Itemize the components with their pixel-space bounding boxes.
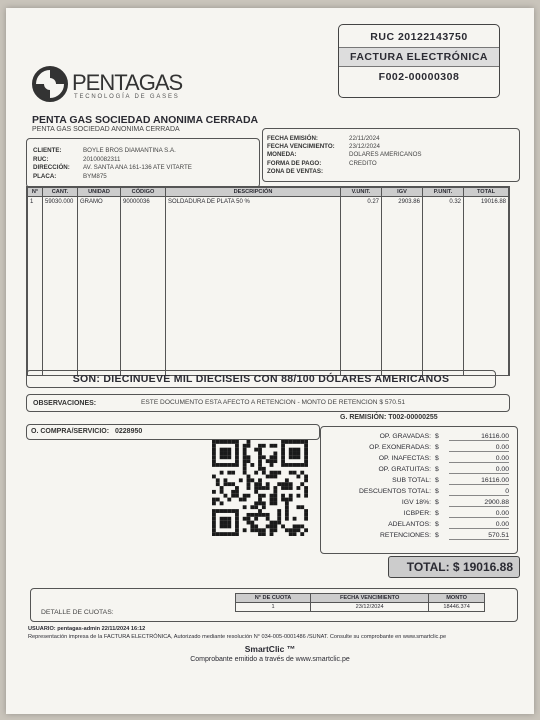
- ruc-number: RUC 20122143750: [370, 31, 468, 43]
- cell-description: SOLDADURA DE PLATA 50 %: [166, 197, 341, 208]
- amount-in-words: SON: DIECINUEVE MIL DIECISEIS CON 88/100 DÓLARES AMERICANOS: [26, 370, 496, 388]
- purchase-order-value: 0228950: [115, 428, 143, 435]
- items-header-row: [28, 188, 509, 197]
- footer-legal: Representación impresa de la FACTURA ELECTRÓNICA, Autorizado mediante resolución N° 034-005-0001486 /SUNAT. Consulte su comprobante en www.smartclic.pe: [28, 634, 447, 640]
- total-row-retenciones: RETENCIONES: $ 570.51: [380, 531, 509, 539]
- total-row-gratuitas: OP. GRATUITAS: $ 0.00: [378, 465, 509, 473]
- total-row-inafectas: OP. INAFECTAS: $ 0.00: [378, 454, 509, 462]
- total-row-exoneradas: OP. EXONERADAS: $ 0.00: [369, 443, 509, 451]
- col-header-code: CÓDIGO: [121, 188, 166, 197]
- qr-code-icon: [212, 440, 308, 536]
- col-header-unit-price: P.UNIT.: [423, 188, 464, 197]
- installment-col-amount: MONTO: [429, 594, 485, 603]
- installments-table: [235, 593, 485, 612]
- cell-total: 19016.88: [464, 197, 509, 208]
- footer-issued-by: Comprobante emitido a través de www.smartclic.pe: [190, 656, 350, 663]
- items-table: [27, 187, 509, 375]
- doc-type: FACTURA ELECTRÓNICA: [339, 47, 499, 67]
- client-name: BOYLE BROS DIAMANTINA S.A.: [83, 147, 176, 154]
- due-date-label: FECHA VENCIMIENTO:: [267, 143, 335, 151]
- total-row-subtotal: SUB TOTAL: $ 16116.00: [392, 476, 509, 484]
- installment-col-date: FECHA VENCIMIENTO: [311, 594, 429, 603]
- issue-date-label: FECHA EMISIÓN:: [267, 135, 318, 142]
- col-header-qty: CANT.: [43, 188, 78, 197]
- invoice-page: [6, 8, 534, 714]
- installment-col-n: N° DE CUOTA: [236, 594, 311, 603]
- installment-amount: 18446.374: [429, 603, 485, 612]
- table-filler-row: [28, 207, 509, 375]
- guia-label: G. REMISIÓN:: [340, 414, 387, 421]
- purchase-order-label: O. COMPRA/SERVICIO:: [31, 428, 110, 435]
- installment-n: 1: [236, 603, 311, 612]
- client-ruc: 20100082311: [83, 155, 121, 163]
- col-header-unit-value: V.UNIT.: [341, 188, 382, 197]
- grand-total: [388, 556, 520, 578]
- installments-label: DETALLE DE CUOTAS:: [41, 609, 114, 616]
- installment-date: 23/12/2024: [311, 603, 429, 612]
- company-name-small: PENTA GAS SOCIEDAD ANONIMA CERRADA: [32, 126, 180, 133]
- guia-value: T002-00000255: [388, 414, 438, 421]
- installments-header-row: [236, 594, 485, 603]
- observations-label: OBSERVACIONES:: [33, 400, 97, 407]
- client-ruc-label: RUC:: [33, 155, 49, 163]
- total-row-gravadas: OP. GRAVADAS: $ 16116.00: [379, 432, 509, 440]
- col-header-n: N°: [28, 188, 43, 197]
- client-address-label: DIRECCIÓN:: [33, 164, 70, 172]
- col-header-description: DESCRIPCIÓN: [166, 188, 341, 197]
- cell-unit-value: 0.27: [341, 197, 382, 208]
- cell-qty: 59030.000: [43, 197, 78, 208]
- total-row-icbper: ICBPER: $ 0.00: [403, 509, 509, 517]
- due-date: 23/12/2024: [349, 143, 380, 151]
- client-plate: BYM875: [83, 172, 107, 180]
- totals-list: [327, 431, 509, 541]
- logo-wordmark: PENTAGAS: [72, 70, 183, 95]
- client-address: AV. SANTA ANA 161-136 ATE VITARTE: [83, 164, 192, 172]
- total-row-igv: IGV 18%: $ 2900.88: [401, 498, 509, 506]
- cell-igv: 2903.86: [382, 197, 423, 208]
- payment-method-label: FORMA DE PAGO:: [267, 159, 322, 167]
- cell-n: 1: [28, 197, 43, 208]
- payment-method: CREDITO: [349, 159, 377, 167]
- footer-user: USUARIO: pentagas-admin 22/11/2024 16:12: [28, 626, 146, 632]
- installments-box: [30, 588, 518, 622]
- totals-box: [320, 426, 518, 554]
- company-name: PENTA GAS SOCIEDAD ANONIMA CERRADA: [32, 114, 259, 126]
- sales-zone-label: ZONA DE VENTAS:: [267, 167, 324, 175]
- issue-date: 22/11/2024: [349, 135, 380, 142]
- items-table-frame: [26, 186, 510, 376]
- purchase-order-box: [26, 424, 320, 440]
- col-header-igv: IGV: [382, 188, 423, 197]
- grand-total-value: TOTAL: $ 19016.88: [406, 560, 513, 574]
- col-header-unit: UNIDAD: [78, 188, 121, 197]
- total-row-adelantos: ADELANTOS: $ 0.00: [388, 520, 509, 528]
- cell-unit: GRAMO: [78, 197, 121, 208]
- pentagas-logo-icon: [32, 66, 68, 102]
- table-row: [28, 197, 509, 208]
- currency-label: MONEDA:: [267, 151, 297, 159]
- guia-remision: [340, 414, 438, 421]
- client-label: CLIENTE:: [33, 147, 62, 154]
- cell-code: 90000036: [121, 197, 166, 208]
- footer-brand: SmartClic ™: [244, 644, 296, 654]
- client-box: [26, 138, 260, 188]
- invoice-info-box: [262, 128, 520, 182]
- col-header-total: TOTAL: [464, 188, 509, 197]
- client-plate-label: PLACA:: [33, 172, 57, 180]
- doc-number: F002-00000308: [378, 71, 460, 83]
- logo-tagline: TECNOLOGÍA DE GASES: [74, 94, 180, 100]
- ruc-box: [338, 24, 500, 98]
- currency: DOLARES AMERICANOS: [349, 151, 422, 159]
- total-row-descuentos: DESCUENTOS TOTAL: $ 0: [358, 487, 509, 495]
- observations-text: ESTE DOCUMENTO ESTA AFECTO A RETENCION - MONTO DE RETENCION $ 570.51: [141, 399, 406, 406]
- observations-box: [26, 394, 510, 412]
- installment-row: [236, 603, 485, 612]
- company-logo: [32, 64, 212, 104]
- cell-unit-price: 0.32: [423, 197, 464, 208]
